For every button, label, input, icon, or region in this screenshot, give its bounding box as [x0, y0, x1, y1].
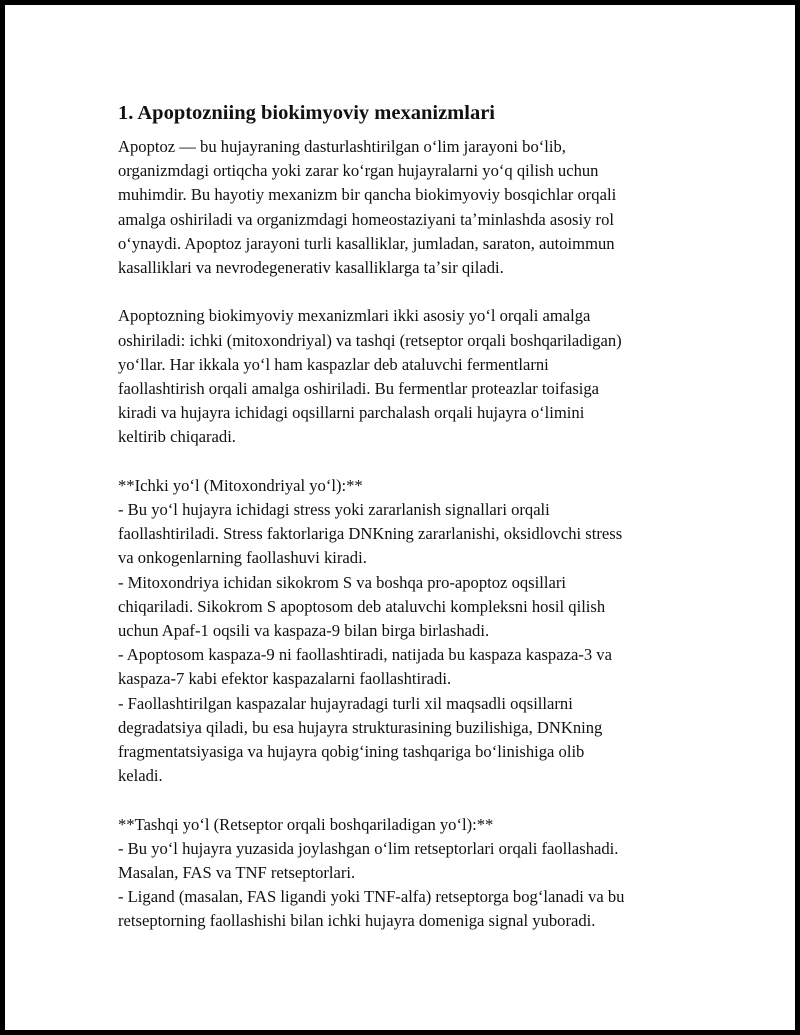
text-line: Apoptoz — bu hujayraning dasturlashtirilgan oʻlim jarayoni boʻlib, — [118, 137, 566, 156]
text-line: oshiriladi: ichki (mitoxondriyal) va tashqi (retseptor orqali boshqariladigan) — [118, 330, 622, 350]
paragraph-mechanisms — [118, 304, 698, 449]
text-line: Apoptozning biokimyoviy mexanizmlari ikki asosiy yoʻl orqali amalga — [118, 306, 591, 326]
text-line: muhimdir. Bu hayotiy mexanizm bir qancha biokimyoviy bosqichlar orqali — [118, 185, 617, 205]
document-content — [118, 98, 698, 958]
paragraph-extrinsic-pathway — [118, 813, 698, 934]
paragraph-intro — [118, 135, 698, 280]
text-line: faollashtiriladi. Stress faktorlariga DNKning zararlanishi, oksidlovchi stress — [118, 524, 623, 544]
text-line: yoʻllar. Har ikkala yoʻl ham kaspazlar deb ataluvchi fermentlarni — [118, 354, 549, 374]
text-line: - Apoptosom kaspaza-9 ni faollashtiradi, natijada bu kaspaza kaspaza-3 va — [118, 645, 612, 665]
text-line: kaspaza-7 kabi efektor kaspazalarni faollashtiradi. — [118, 669, 452, 689]
text-line: oʻynaydi. Apoptoz jarayoni turli kasalliklar, jumladan, saraton, autoimmun — [118, 233, 615, 253]
text-line: - Ligand (masalan, FAS ligandi yoki TNF-alfa) retseptorga bogʻlanadi va bu — [118, 887, 625, 907]
text-line: kasalliklari va nevrodegenerativ kasalliklarga taʼsir qiladi. — [118, 258, 504, 278]
section-title: 1. Apoptozniing biokimyoviy mexanizmlari — [118, 102, 495, 124]
text-line: uchun Apaf-1 oqsili va kaspaza-9 bilan birga birlashadi. — [118, 621, 490, 641]
text-line: amalga oshiriladi va organizmdagi homeostaziyani taʼminlashda asosiy rol — [118, 209, 614, 229]
text-line: **Ichki yoʻl (Mitoxondriyal yoʻl):** — [118, 475, 363, 495]
text-line: fragmentatsiyasiga va hujayra qobigʻining tashqariga boʻlinishiga olib — [118, 742, 585, 762]
text-line: degradatsiya qiladi, bu esa hujayra strukturasining buzilishiga, DNKning — [118, 717, 603, 737]
text-line: - Faollashtirilgan kaspazalar hujayradagi turli xil maqsadli oqsillarni — [118, 693, 573, 713]
text-line: organizmdagi ortiqcha yoki zarar koʻrgan hujayralarni yoʻq qilish uchun — [118, 161, 599, 181]
text-line: retseptorning faollashishi bilan ichki hujayra domeniga signal yuboradi. — [118, 911, 596, 931]
text-line: - Bu yoʻl hujayra yuzasida joylashgan oʻlim retseptorlari orqali faollashadi. — [118, 838, 619, 858]
text-line: **Tashqi yoʻl (Retseptor orqali boshqariladigan yoʻl):** — [118, 814, 494, 834]
text-line: kiradi va hujayra ichidagi oqsillarni parchalash orqali hujayra oʻlimini — [118, 403, 585, 423]
paragraph-intrinsic-pathway — [118, 474, 698, 789]
text-line: - Bu yoʻl hujayra ichidagi stress yoki zararlanish signallari orqali — [118, 500, 550, 520]
text-line: keltirib chiqaradi. — [118, 427, 236, 447]
text-line: va onkogenlarning faollashuvi kiradi. — [118, 548, 367, 568]
text-line: faollashtirish orqali amalga oshiriladi. Bu fermentlar proteazlar toifasiga — [118, 379, 600, 399]
text-line: keladi. — [118, 766, 163, 786]
text-line: Masalan, FAS va TNF retseptorlari. — [118, 863, 356, 883]
text-line: - Mitoxondriya ichidan sikokrom S va boshqa pro-apoptoz oqsillari — [118, 572, 566, 592]
text-line: chiqariladi. Sikokrom S apoptosom deb ataluvchi kompleksni hosil qilish — [118, 596, 606, 616]
